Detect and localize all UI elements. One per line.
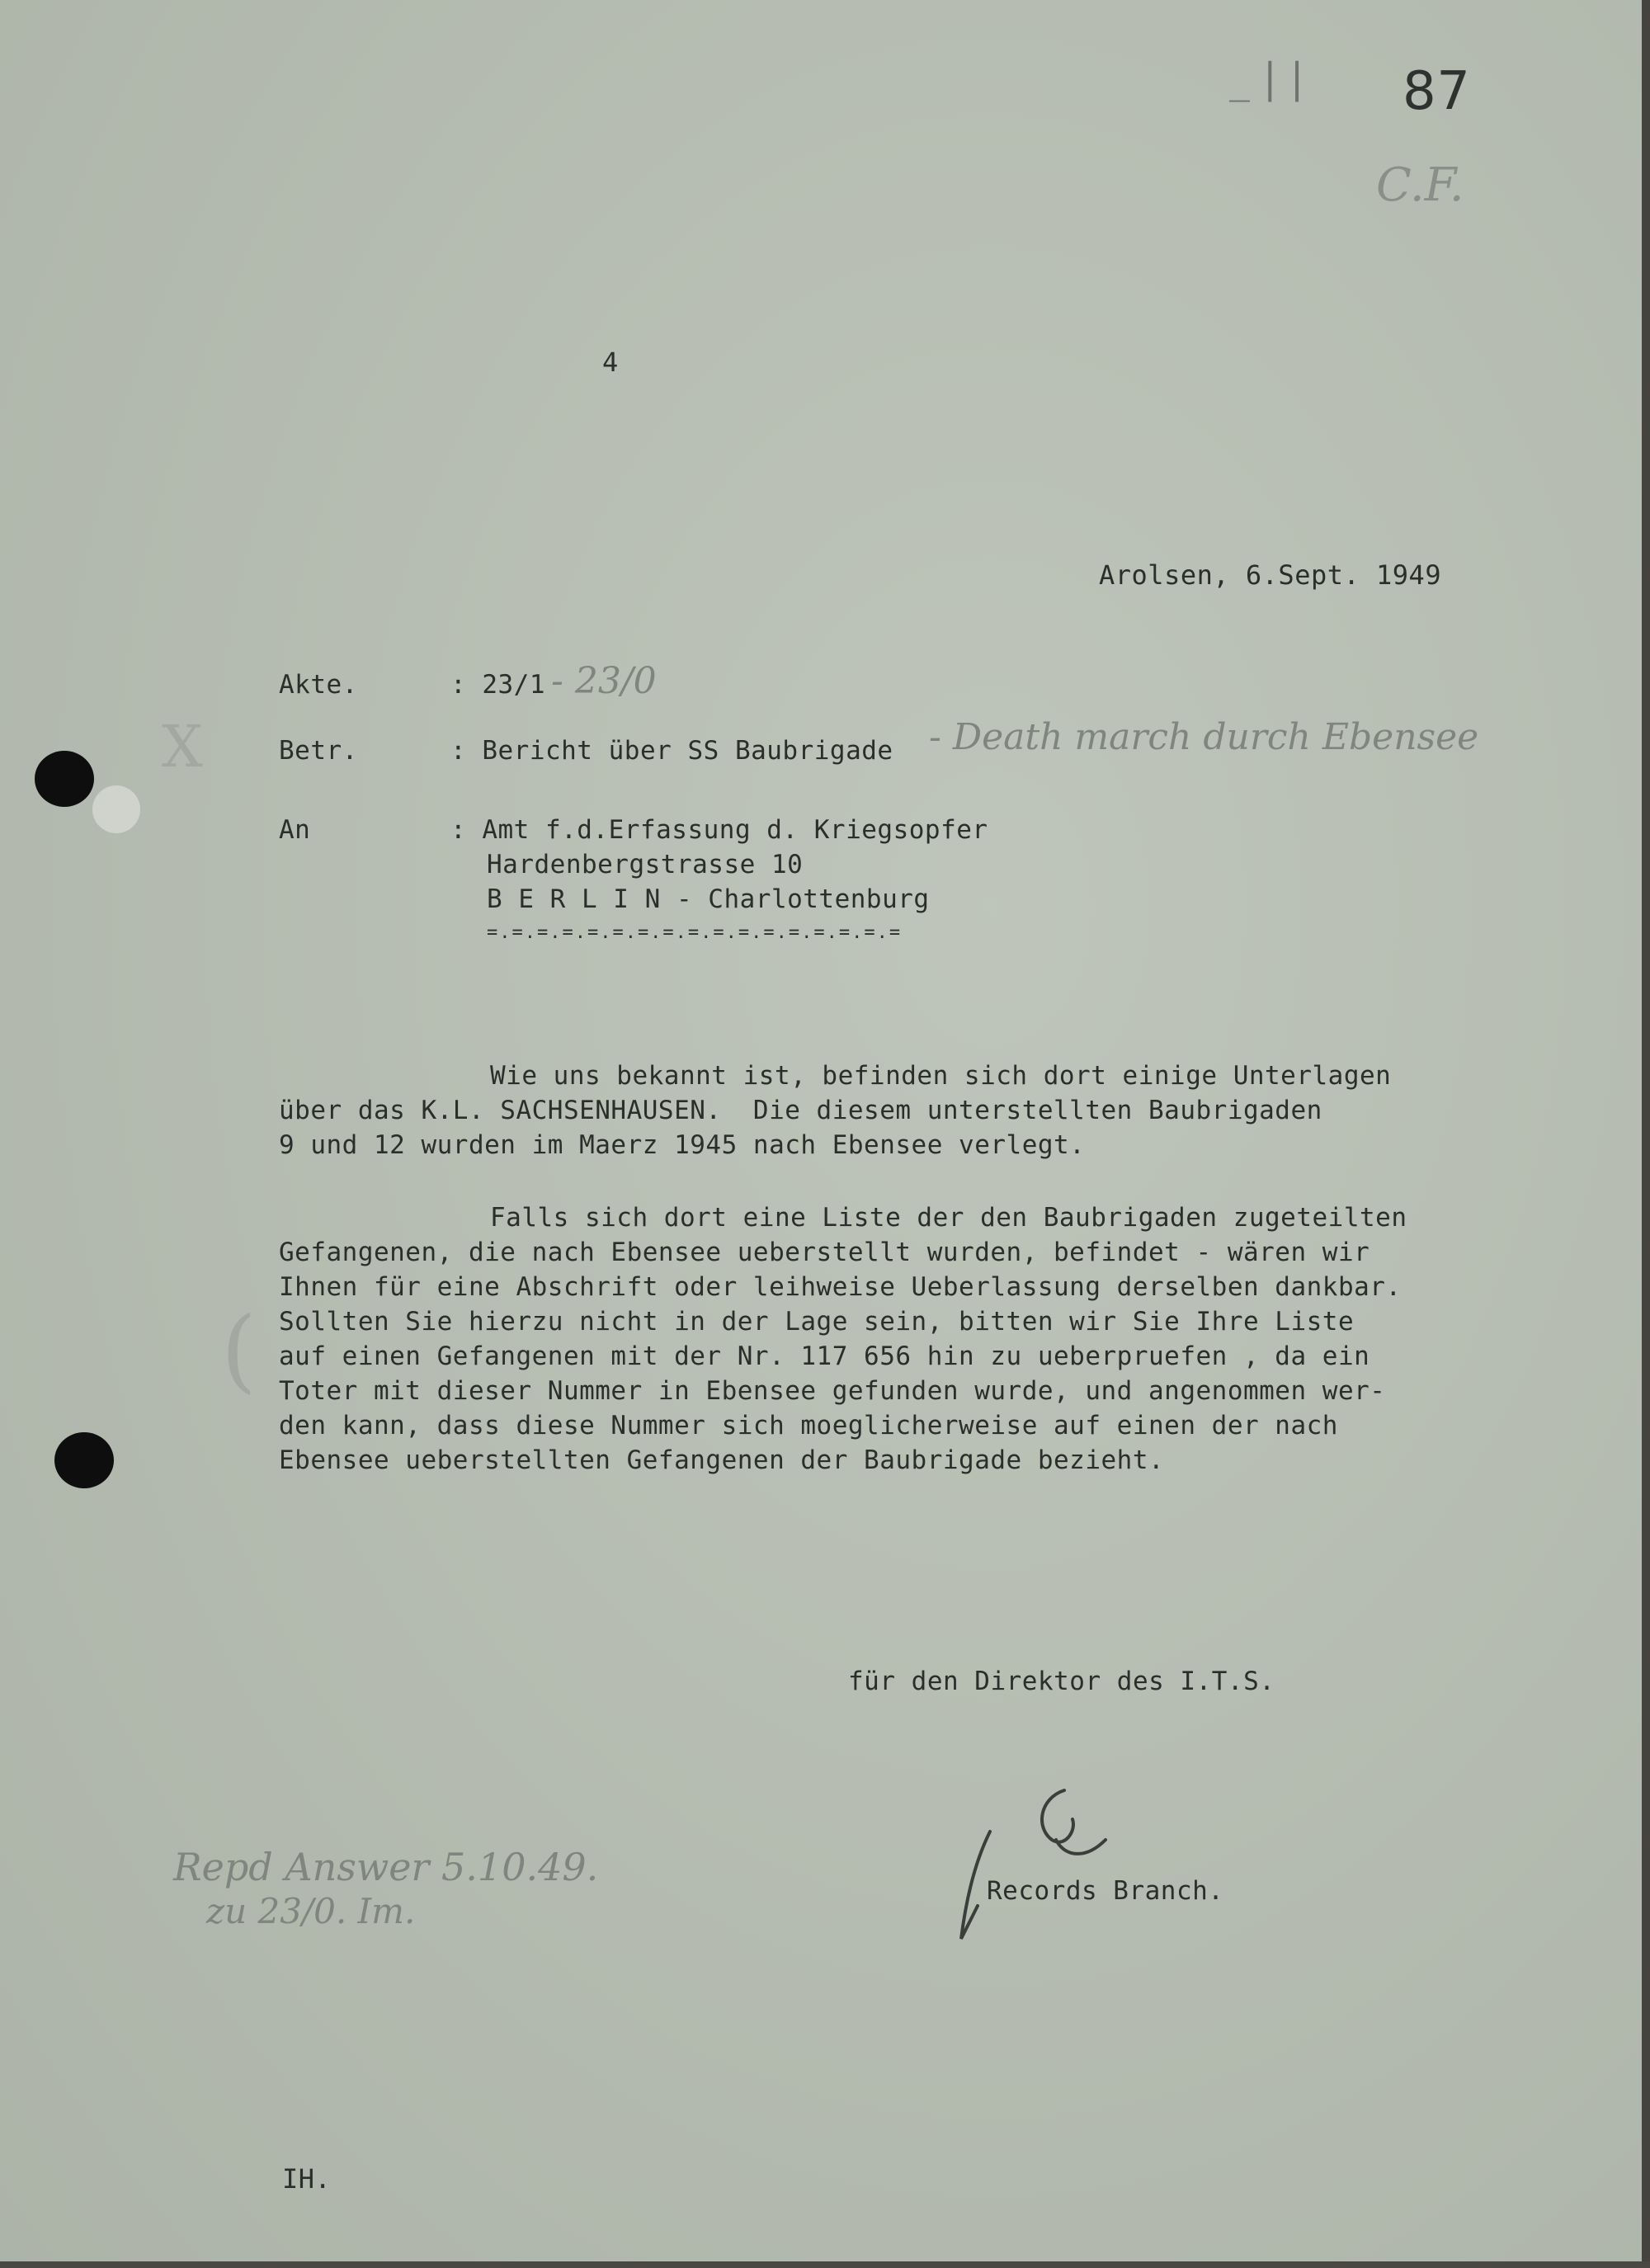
closing-line: für den Direktor des I.T.S. — [848, 1667, 1275, 1696]
paragraph-2-line-2: Gefangenen, die nach Ebensee ueberstellt wurden, befindet - wären wir — [279, 1238, 1370, 1267]
an-label: An — [279, 815, 311, 845]
page-edge-bottom — [0, 2261, 1650, 2268]
place-date: Arolsen, 6.Sept. 1949 — [1099, 559, 1442, 591]
paragraph-2-line-1: Falls sich dort eine Liste der den Baubrigaden zugeteilten — [490, 1203, 1407, 1233]
betr-handwritten-note: - Death march durch Ebensee — [929, 716, 1479, 758]
akte-label: Akte. — [279, 670, 358, 700]
handwritten-answer-line-2: zu 23/0. Im. — [206, 1891, 416, 1931]
an-line-3: B E R L I N - Charlottenburg — [487, 884, 930, 914]
signature-title: Records Branch. — [987, 1876, 1224, 1906]
paragraph-2-line-6: Toter mit dieser Nummer in Ebensee gefunden wurde, und angenommen wer- — [279, 1376, 1386, 1406]
punch-hole-shadow — [92, 785, 140, 833]
handwritten-answer-line-1: Repd Answer 5.10.49. — [173, 1845, 599, 1889]
paragraph-2-line-7: den kann, dass diese Nummer sich moeglicherweise auf einen der nach — [279, 1411, 1338, 1440]
paragraph-2-line-5: auf einen Gefangenen mit der Nr. 117 656 hin zu ueberpruefen , da ein — [279, 1341, 1370, 1371]
paragraph-1-line-2: über das K.L. SACHSENHAUSEN. Die diesem unterstellten Baubrigaden — [279, 1096, 1322, 1125]
page-number: 87 — [1402, 61, 1471, 122]
margin-line-mark: ( — [221, 1297, 257, 1403]
typist-initials: IH. — [282, 2163, 332, 2195]
paragraph-2-line-8: Ebensee ueberstellten Gefangenen der Baubrigade bezieht. — [279, 1445, 1165, 1475]
corner-initials: C.F. — [1376, 158, 1464, 212]
betr-value: : Bericht über SS Baubrigade — [450, 736, 893, 766]
punch-hole-top — [35, 751, 94, 807]
paragraph-2-line-4: Sollten Sie hierzu nicht in der Lage sein, bitten wir Sie Ihre Liste — [279, 1307, 1355, 1337]
akte-value: : 23/1 — [450, 670, 545, 700]
address-underline: =.=.=.=.=.=.=.=.=.=.=.=.=.=.=.=.= — [487, 922, 903, 943]
akte-handwritten-note: - 23/0 — [551, 660, 657, 702]
copy-number: 4 — [602, 347, 619, 378]
punch-hole-bottom — [54, 1432, 114, 1488]
betr-label: Betr. — [279, 736, 358, 766]
signature-scribble-icon — [940, 1782, 1138, 1947]
margin-x-mark: X — [162, 713, 203, 780]
top-marks: _ | | — [1229, 54, 1304, 102]
an-line-1: : Amt f.d.Erfassung d. Kriegsopfer — [450, 815, 988, 845]
paragraph-1-line-1: Wie uns bekannt ist, befinden sich dort einige Unterlagen — [490, 1061, 1392, 1091]
page-edge-right — [1642, 0, 1650, 2268]
paragraph-1-line-3: 9 und 12 wurden im Maerz 1945 nach Ebensee verlegt. — [279, 1130, 1086, 1160]
an-line-2: Hardenbergstrasse 10 — [487, 850, 804, 879]
paragraph-2-line-3: Ihnen für eine Abschrift oder leihweise Ueberlassung derselben dankbar. — [279, 1272, 1402, 1302]
